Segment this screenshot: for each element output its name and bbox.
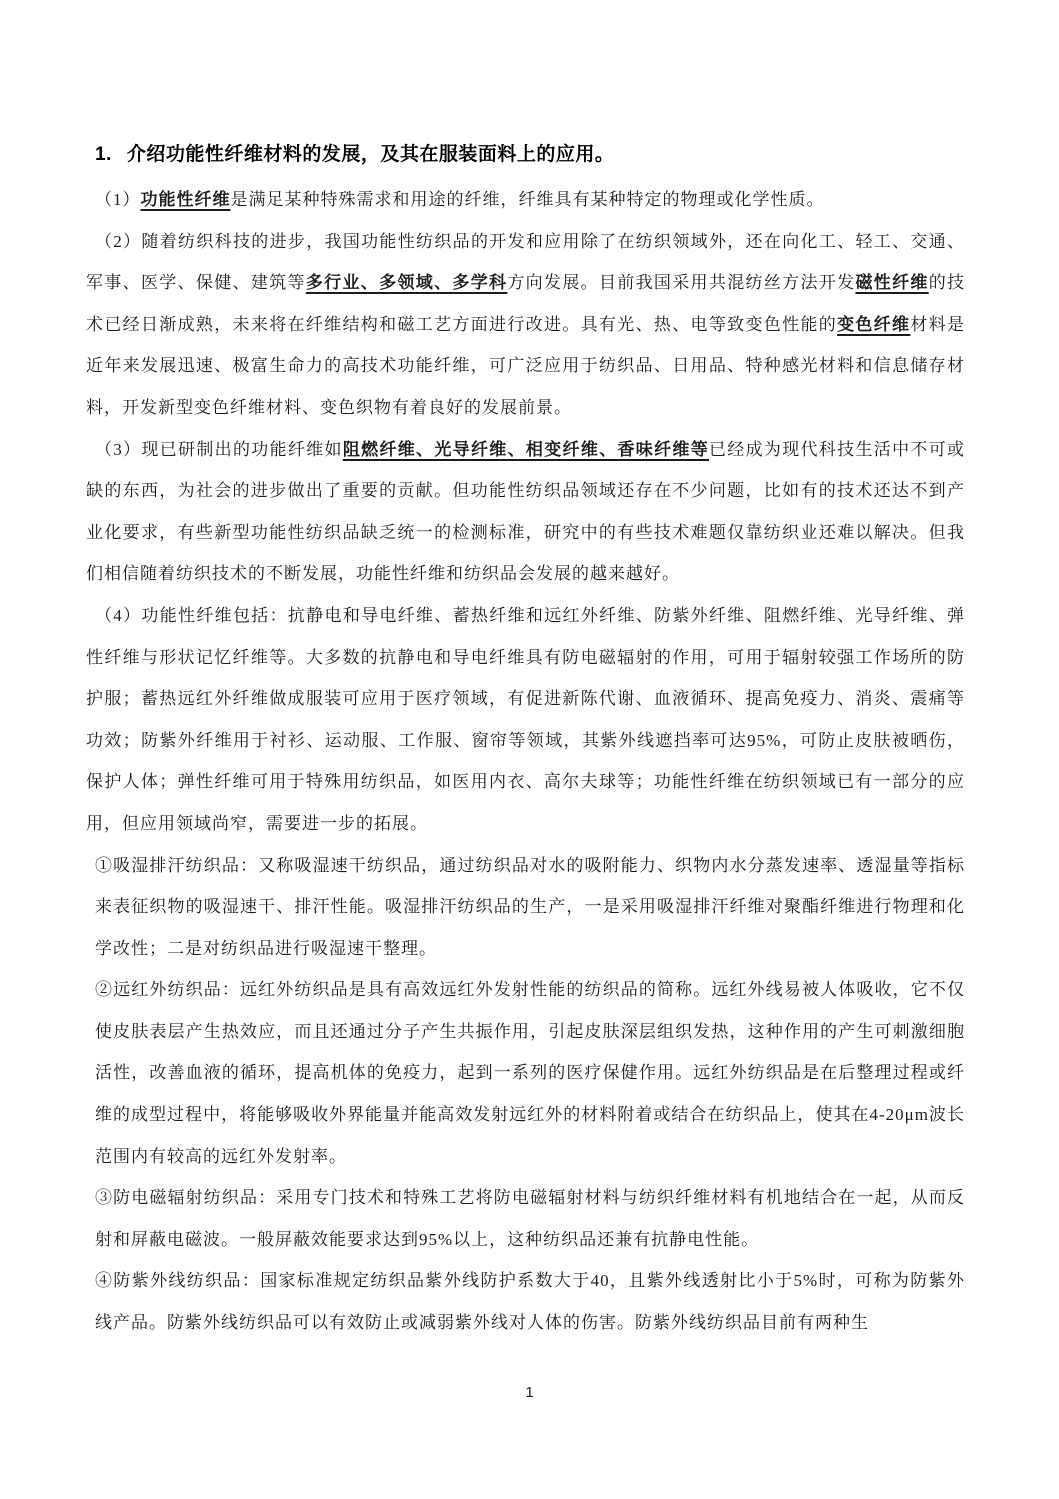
paragraph-sub-4 <box>86 1260 965 1343</box>
paragraph-4 <box>86 595 965 845</box>
text-run: 已经成为现代科技生活中不可或缺的东西，为社会的进步做出了重要的贡献。但功能性纺织品领域还存在不少问题，比如有的技术还达不到产业化要求，有些新型功能性纺织品缺乏统一的检测标准，研究中的有些技术难题仅靠纺织业还难以解决。但我们相信随着纺织技术的不断发展，功能性纤维和纺织品会发展的越来越好。 <box>86 439 966 584</box>
text-run: ②远红外纺织品：远红外纺织品是具有高效远红外发射性能的纺织品的简称。远红外线易被人体吸收，它不仅使皮肤表层产生热效应，而且还通过分子产生共振作用，引起皮肤深层组织发热，这种作用的产生可刺激细胞活性，改善血液的循环，提高机体的免疫力，起到一系列的医疗保健作用。远红外纺织品是在后整理过程或纤维的成型过程中，将能够吸收外界能量并能高效发射远红外的材料附着或结合在纺织品上，使其在4-20μm波长范围内有较高的远红外发射率。 <box>95 980 965 1166</box>
paragraph-2 <box>86 221 965 429</box>
text-run: ③防电磁辐射纺织品：采用专门技术和特殊工艺将防电磁辐射材料与纺织纤维材料有机地结合在一起，从而反射和屏蔽电磁波。一般屏蔽效能要求达到95%以上，这种纺织品还兼有抗静电性能。 <box>95 1188 965 1249</box>
section-title <box>86 141 965 169</box>
text-run: （1） <box>95 190 141 209</box>
paragraph-sub-3 <box>86 1177 965 1260</box>
text-run: ①吸湿排汗纺织品：又称吸湿速干纺织品，通过纺织品对水的吸附能力、织物内水分蒸发速率、透湿量等指标来表征织物的吸湿速干、排汗性能。吸湿排汗纺织品的生产，一是采用吸湿排汗纤维对聚酯纤维进行物理和化学改性；二是对纺织品进行吸湿速干整理。 <box>95 855 965 958</box>
text-run: 是满足某种特殊需求和用途的纤维，纤维具有某种特定的物理或化学性质。 <box>230 190 825 209</box>
text-run: ④防紫外线纺织品：国家标准规定纺织品紫外线防护系数大于40，且紫外线透射比小于5%时，可称为防紫外线产品。防紫外线纺织品可以有效防止或减弱紫外线对人体的伤害。防紫外线纺织品目前有两种生 <box>95 1271 965 1333</box>
text-run: （3）现已研制出的功能纤维如 <box>95 439 343 459</box>
text-run-emphasis: 功能性纤维 <box>140 190 231 209</box>
text-run-emphasis: 阻燃纤维、光导纤维、相变纤维、香味纤维等 <box>342 439 709 459</box>
section-title-text: 介绍功能性纤维材料的发展，及其在服装面料上的应用。 <box>126 144 615 165</box>
document-body <box>86 0 965 1344</box>
text-run: 的技术已经日渐成熟，未来将在纤维结构和磁工艺方面进行改进。具有光、热、电等致变色性能的 <box>86 273 966 334</box>
paragraph-sub-2 <box>86 969 965 1177</box>
paragraph-1 <box>86 179 965 221</box>
page-number: 1 <box>525 1384 534 1401</box>
paragraph-3 <box>86 429 965 595</box>
text-run-emphasis: 多行业、多领域、多学科 <box>305 273 508 293</box>
text-run: （4）功能性纤维包括：抗静电和导电纤维、蓄热纤维和远红外纤维、防紫外纤维、阻燃纤维、光导纤维、弹性纤维与形状记忆纤维等。大多数的抗静电和导电纤维具有防电磁辐射的作用，可用于辐射较强工作场所的防护服；蓄热远红外纤维做成服装可应用于医疗领域，有促进新陈代谢、血液循环、提高免疫力、消炎、震痛等功效；防紫外纤维用于衬衫、运动服、工作服、窗帘等领域，其紫外线遮挡率可达95%，可防止皮肤被晒伤，保护人体；弹性纤维可用于特殊用纺织品，如医用内衣、高尔夫球等；功能性纤维在纺织领域已有一部分的应用，但应用领域尚窄，需要进一步的拓展。 <box>86 605 965 833</box>
text-run-emphasis: 磁性纤维 <box>855 273 929 293</box>
text-run: 材料是近年来发展迅速、极富生命力的高技术功能纤维，可广泛应用于纺织品、日用品、特种感光材料和信息储存材料，开发新型变色纤维材料、变色织物有着良好的发展前景。 <box>86 314 966 417</box>
text-run-emphasis: 变色纤维 <box>837 314 911 334</box>
text-run: 方向发展。目前我国采用共混纺丝方法开发 <box>507 273 856 293</box>
section-number: 1. <box>95 144 112 165</box>
paragraph-sub-1 <box>86 845 965 970</box>
text-run: （2）随着纺织科技的进步，我国功能性纺织品的开发和应用除了在纺织领域外，还在向化工、轻工、交通、军事、医学、保健、建筑等 <box>86 231 965 293</box>
